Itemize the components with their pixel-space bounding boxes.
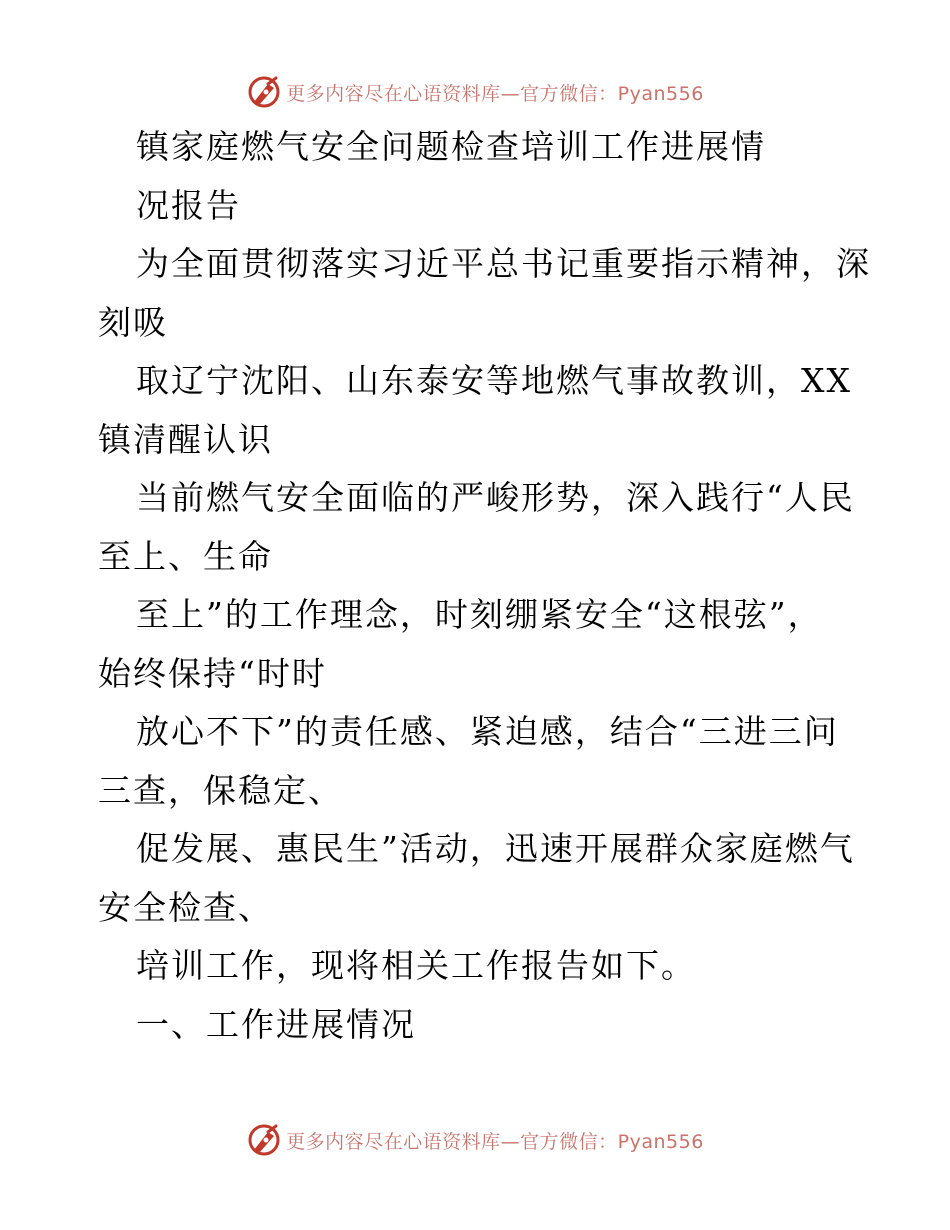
doc-paragraph-line: 始终保持“时时	[98, 653, 327, 693]
doc-paragraph-line: 三查，保稳定、	[98, 770, 343, 810]
header-banner	[0, 72, 950, 112]
doc-paragraph-line: 当前燃气安全面临的严峻形势，深入践行“人民	[136, 478, 855, 517]
doc-paragraph-line: 为全面贯彻落实习近平总书记重要指示精神，深	[136, 244, 871, 283]
doc-paragraph-line: 放心不下”的责任感、紧迫感，结合“三进三问	[136, 712, 839, 751]
pen-nib-logo-icon	[246, 1122, 282, 1158]
doc-paragraph-line: 安全检查、	[98, 887, 273, 927]
header-banner-text: 更多内容尽在心语资料库—官方微信：Pyan556	[286, 82, 704, 105]
doc-paragraph-line: 促发展、惠民生”活动，迅速开展群众家庭燃气	[136, 829, 855, 868]
doc-section-heading: 一、工作进展情况	[136, 1004, 416, 1044]
doc-title-line-2: 况报告	[136, 185, 241, 225]
footer-banner	[0, 1120, 950, 1160]
document-body	[98, 118, 871, 1054]
doc-paragraph-line: 刻吸	[98, 302, 168, 342]
doc-title-line-1: 镇家庭燃气安全问题检查培训工作进展情	[136, 127, 766, 166]
doc-paragraph-line: 至上”的工作理念，时刻绷紧安全“这根弦”，	[136, 595, 823, 634]
footer-banner-text: 更多内容尽在心语资料库—官方微信：Pyan556	[286, 1130, 704, 1153]
doc-paragraph-line: 培训工作，现将相关工作报告如下。	[136, 946, 696, 985]
doc-paragraph-line: 取辽宁沈阳、山东泰安等地燃气事故教训，XX	[136, 361, 852, 400]
doc-paragraph-line: 镇清醒认识	[98, 419, 273, 459]
pen-nib-logo-icon	[246, 74, 282, 110]
doc-paragraph-line: 至上、生命	[98, 536, 273, 576]
